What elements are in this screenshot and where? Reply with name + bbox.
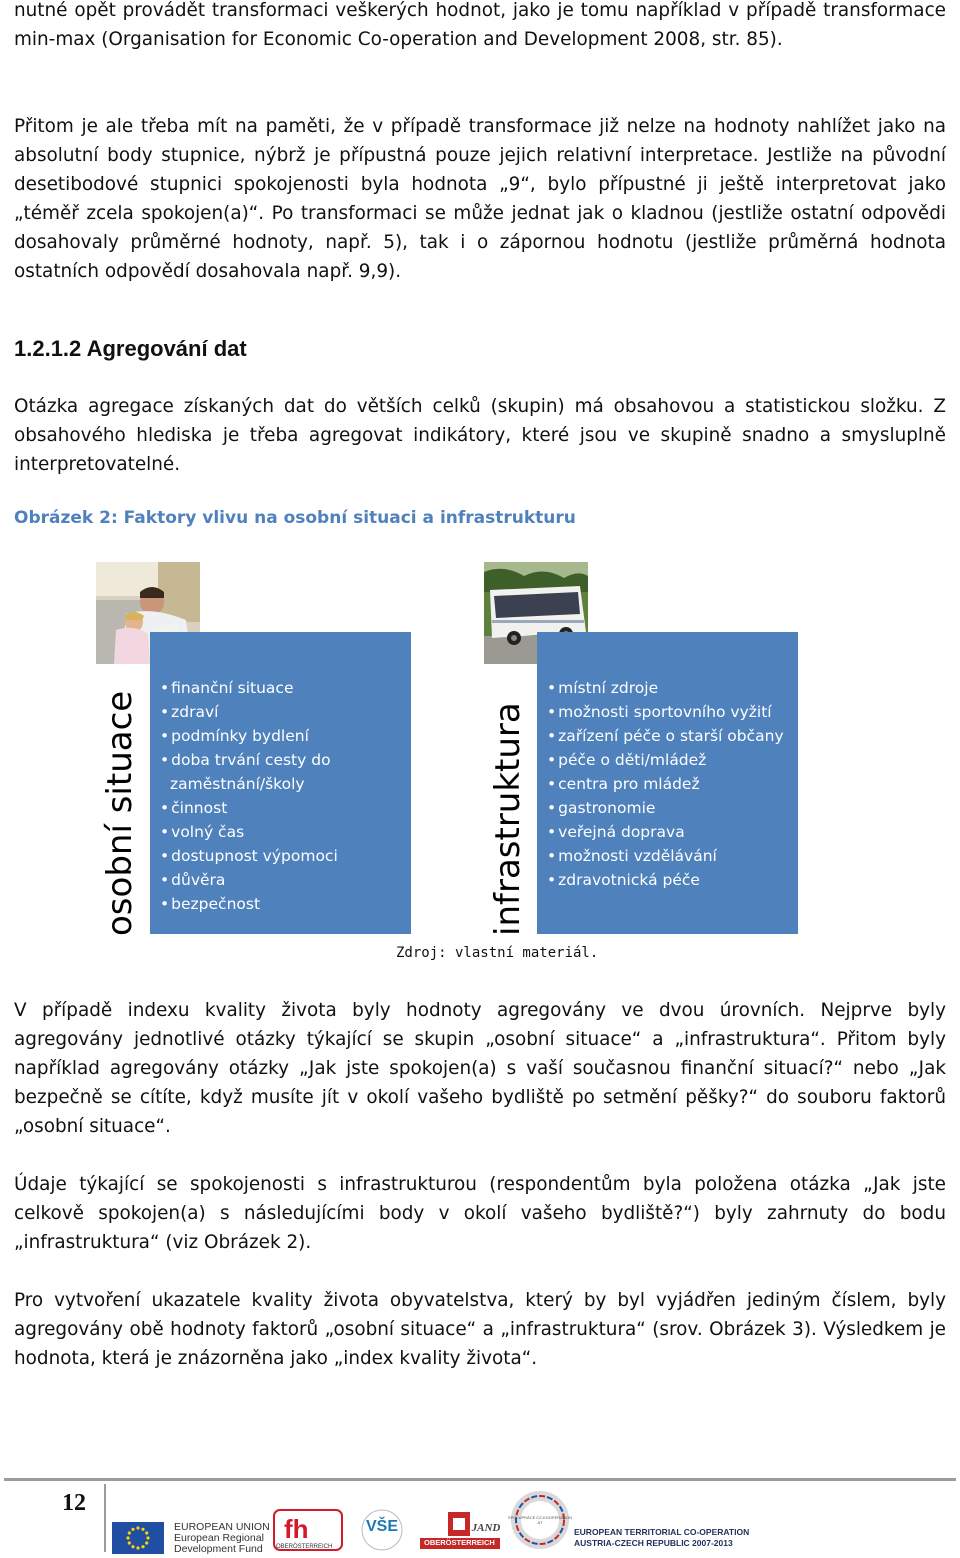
list-item: • důvěra (160, 868, 350, 892)
list-item: • péče o děti/mládež (547, 748, 784, 772)
etc-text-line: AUSTRIA-CZECH REPUBLIC 2007-2013 (574, 1538, 733, 1548)
paragraph-aggregation: Otázka agregace získaných dat do větších celků (skupin) má obsahovou a statistickou složku. Z obsahového hlediska je třeba agregovat indikátory, které jsou ve skupině snadno a smysluplně interpretovatelné. (14, 396, 946, 475)
list-item: • volný čas (160, 820, 350, 844)
infrastructure-panel (537, 632, 798, 934)
list-item: • finanční situace (160, 676, 350, 700)
list-item: • místní zdroje (547, 676, 784, 700)
section-heading: 1.2.1.2 Agregování dat (14, 336, 247, 361)
footer-divider (4, 1478, 956, 1481)
paragraph-transformation: Přitom je ale třeba mít na paměti, že v případě transformace již nelze na hodnoty nahlížet jako na absolutní body stupnice, nýbrž je přípustná pouze jejich relativní interpretace. Jestliže na původní desetibodové stupnici spokojenosti byla hodnota „9“, bylo přípustné ji ještě interpretovat jako „téměř zcela spokojen(a)“. Po transformaci se může jednat jak o kladnou (jestliže ostatní odpovědi dosahovaly průměrné hodnoty, např. 5), tak i o zápornou hodnotu (jestliže průměrná hodnota ostatních odpovědí dosahovala např. 9,9). (14, 116, 946, 282)
list-item: • zdravotnická péče (547, 868, 784, 892)
footer-vertical-divider (104, 1484, 106, 1552)
eu-text (174, 1522, 270, 1555)
list-item: • centra pro mládež (547, 772, 784, 796)
personal-situation-title: osobní situace (100, 690, 140, 936)
list-item: • doba trvání cesty do zaměstnání/školy (160, 748, 350, 796)
fh-sub-label: OBERÖSTERREICH (276, 1544, 333, 1550)
figure-source: Zdroj: vlastní materiál. (396, 945, 599, 961)
svg-text:fh: fh (284, 1514, 309, 1544)
list-item: • podmínky bydlení (160, 724, 350, 748)
etc-text-line: EUROPEAN TERRITORIAL CO-OPERATION (574, 1527, 750, 1537)
list-item: • dostupnost výpomoci (160, 844, 350, 868)
eu-flag-logo (112, 1522, 164, 1554)
personal-situation-panel (150, 632, 411, 934)
vse-logo (356, 1508, 408, 1552)
list-item: • bezpečnost (160, 892, 350, 916)
paragraph-index: Pro vytvoření ukazatele kvality života obyvatelstva, který by byl vyjádřen jediným číslem, byly agregovány obě hodnoty faktorů „osobní situace“ a „infrastruktura“ (srov. Obrázek 3). Výsledkem je hodnota, která je znázorněna jako „index kvality života“. (14, 1290, 946, 1369)
paragraph-aggregation-levels: V případě indexu kvality života byly hodnoty agregovány ve dvou úrovních. Nejprve byly agregovány jednotlivé otázky týkající se skupin „osobní situace“ a „infrastruktura“. Přitom byly například agregovány otázky „Jak jste spokojen(a) s vaší současnou finanční situací?“ nebo „Jak bezpečně se cítíte, když musíte jít v okolí vašeho bydliště po setmění pěšky?“ do souboru faktorů „osobní situace“. (14, 1000, 946, 1137)
fh-logo (272, 1508, 344, 1552)
list-item: • činnost (160, 796, 350, 820)
vse-label: VŠE (366, 1518, 399, 1535)
paragraph-infrastructure: Údaje týkající se spokojenosti s infrastrukturou (respondentům byla položena otázka „Jak jste celkově spokojen(a) s následujícími body v okolí vašeho bydliště?“) byly zahrnuty do bodu „infrastruktura“ (viz Obrázek 2). (14, 1174, 946, 1253)
list-item: • možnosti vzdělávání (547, 844, 784, 868)
obb-label: OBERÖSTERREICH (424, 1538, 495, 1547)
list-item: • zdraví (160, 700, 350, 724)
eu-text-line: EUROPEAN UNION (174, 1521, 270, 1533)
etc-text (574, 1527, 749, 1549)
eu-text-line: European Regional (174, 1532, 264, 1544)
list-item: • zařízení péče o starší občany (547, 724, 784, 748)
list-item: • veřejná doprava (547, 820, 784, 844)
list-item: • možnosti sportovního vyžití (547, 700, 784, 724)
list-item: • gastronomie (547, 796, 784, 820)
jand-logo: JAND (471, 1522, 501, 1534)
paragraph-intro: nutné opět provádět transformaci veškerých hodnot, jako je tomu například v případě transformace min-max (Organisation for Economic Co-operation and Development 2008, str. 85). (14, 0, 946, 50)
coop-ring-text: SPOLUPRÁCE CZ-KOOPERATION AT (507, 1515, 573, 1525)
page-number: 12 (62, 1490, 86, 1516)
infrastructure-title: infrastruktura (488, 702, 528, 936)
infrastructure-list (547, 676, 784, 892)
eu-text-line: Development Fund (174, 1543, 263, 1555)
personal-situation-list (160, 676, 350, 916)
cooperation-ring-logo (508, 1488, 572, 1552)
figure-caption: Obrázek 2: Faktory vlivu na osobní situaci a infrastrukturu (14, 508, 576, 528)
